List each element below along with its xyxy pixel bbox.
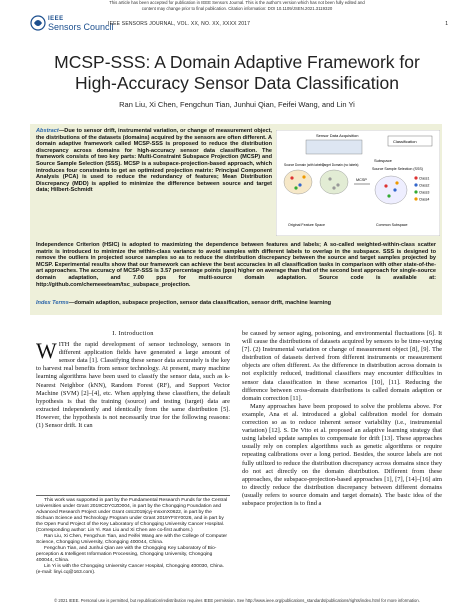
svg-text:Class3: Class3 <box>419 190 430 195</box>
fig-common-subspace-area <box>375 176 407 204</box>
section-heading-introduction: I. Introduction <box>112 330 154 337</box>
footnote-affiliation-1: Ran Liu, Xi Chen, Fengchun Tian, and Feifei Wang are with the College of Computer Science, Chongqing University, Chongqing 400044, China. <box>36 534 228 545</box>
ieee-logo-icon <box>30 15 46 31</box>
fig-label-target: Target Domain (no labels) <box>322 163 359 167</box>
fig-point <box>332 186 335 189</box>
title-line-1: MCSP-SSS: A Domain Adaptive Framework for <box>54 52 420 72</box>
title-line-2: High-Accuracy Sensor Data Classification <box>75 73 399 93</box>
paper-title <box>20 52 454 94</box>
fig-point <box>387 194 390 197</box>
page-number: 1 <box>445 21 448 27</box>
svg-text:Class2: Class2 <box>419 183 430 188</box>
abstract-text-bottom: Independence Criterion (HSIC) is adopted to maximizing the dependence between features and labels; A so-called weighted-within-class scatter matrix is introduced to minimize the within-class variance to avoid samples with different labels to overlap in the subspace. SSS is designed to remove the outliers in projected source samples so as to reduce the distribution discrepancy between the source and target samples projected by MCSP. Experimental results show that our framework can achieve the best accuracies in all classification tasks in comparison with other state-of-the-art approaches. The accuracy of MCSP-SSS is 3.57 percentage points (pps) higher on average than that of the second best approach for single-source domain adaptation, and 7.00 pps for multi-source domain adaptation. Source code is available at: http://github.com/chemeeeteam/tsc_subspace_projection. <box>36 242 436 288</box>
fig-point <box>298 183 301 186</box>
fig-point <box>384 184 387 187</box>
framework-figure <box>276 130 440 236</box>
svg-text:Class4: Class4 <box>419 197 430 202</box>
logo-council-text: Sensors Council <box>48 22 114 32</box>
footnote-affiliation-2: Fengchun Tian, and Junhui Qian are with the Chongqing Key Laboratory of Bio-perception & Intelligent Information Processing, Chongqing University, Chongqing 400044, China. <box>36 546 217 563</box>
copyright-footer: © 2021 IEEE. Personal use is permitted, but republication/redistribution requires IEEE permission. See http://www.ieee.org/publications_standards/publications/rights/index.html for more information. <box>54 598 420 603</box>
notice-line-2: content may change prior to final publication. Citation information: DOI 10.1109/JSEN.2021.3119320 <box>141 6 333 11</box>
ieee-sensors-council-logo <box>30 13 114 37</box>
fig-label-original-space: Original Feature Space <box>288 223 325 227</box>
index-terms-text: —domain adaption, subspace projection, sensor data classification, sensor drift, machine learning <box>68 300 332 306</box>
drop-cap: W <box>36 338 57 364</box>
fig-label-mcsp: MCSP <box>356 178 367 182</box>
fig-point <box>328 177 331 180</box>
abstract-lead: Abstract <box>36 128 59 134</box>
fig-label-source: Source Domain (with labels) <box>284 163 324 167</box>
index-terms <box>36 300 436 306</box>
notice-line-1: This article has been accepted for publication in IEEE Sensors Journal. This is the author's version which has not been fully edited and <box>109 0 365 5</box>
right-column <box>242 330 442 508</box>
intro-paragraph-1-text: ITH the rapid development of sensor technology, sensors in different application fields have generated a large amount of sensor data [1]. Classifying these sensor data accurately is the key to harvest real benefits from sensor technology. At present, many machine learning algorithms have been used to classify the sensor data, such as k-Nearest Neighbor (kNN), Random Forest (RF), and Support Vector Machine (SVM) [2]–[4], etc. When applying these classifiers, the default hypothesis is that the training (source) and testing (target) data are extracted independently and identically from the same distribution [5]. However, the hypothesis is not necessarily true for the following reasons: (1) Sensor drift. It can <box>36 341 230 430</box>
index-terms-lead: Index Terms <box>36 300 69 306</box>
fig-label-subspace: Subspace <box>374 158 392 163</box>
fig-label-common-subspace: Common Subspace <box>376 223 408 227</box>
right-paragraph-2: Many approaches have been proposed to solve the problems above. For example, Ana et al. introduced a global calibration model for domain correction so as to reduce inherent sensor variability (i.e., instrumental variation) [12]. S. De Vito et al. proposed an adaptive learning strategy that using labeled update samples to compensate for drift [13]. These approaches usually rely on complex algorithms such as genetic algorithms or require repeating calibrations over a long period. Besides, the source labels are not fully utilized to reduce the distribution discrepancy across domains since they do not act directly on the domain distribution. Different from these approaches, the subspace-projection-based approaches [1], [7], [14]–[16] aim to directly reduce the distribution discrepancy between different domains (usually refers to source domain and target domain). The basic idea of the subspace projection is to find a <box>242 402 442 507</box>
fig-point <box>302 175 305 178</box>
fig-label-sss: Source Sample Selection (SSS) <box>372 167 423 171</box>
fig-source-domain <box>284 170 312 194</box>
right-paragraph-1: be caused by sensor aging, poisoning, and environmental fluctuations [6]. It will cause the distributions of datasets acquired by sensors to be time-varying [7]. (2) Instrumental variation or change of measurement object [8], [9]. The distribution of datasets derived from different instruments or measurement objects are often different. As the difference in distribution across domain is not explicitly reduced, traditional classifiers may encounter difficulties in sensor data classification in these scenarios [10], [11]. Reducing the difference between cross-domain distributions is called domain adaption or domain correction [11]. <box>242 330 442 402</box>
fig-point <box>393 188 396 191</box>
fig-sensor-array <box>306 140 362 154</box>
abstract-text-top: —Due to sensor drift, instrumental variation, or change of measurement object, the distributions of the datasets (domains) acquired by the sensors are often different. A domain adaptive framework called MCSP-SSS is proposed to reduce the distribution discrepancy across domains for high-accuracy sensor data classification. The framework consists of two key parts: Multi-Constraint Subspace Projection (MCSP) and Source Sample Selection (SSS). MCSP is a subspace-projection-based approach, which introduces four constraints to get an optimized projection matrix: Principal Component Analysis (PCA) is used to reduce the redundancy of features; Mean Distribution Discrepancy (MDD) is applied to minimize the difference between source and target data; Hilbert-Schmidt <box>36 128 272 194</box>
journal-running-head: IEEE SENSORS JOURNAL, VOL. XX, NO. XX, XXXX 2017 <box>108 21 251 27</box>
author-list: Ran Liu, Xi Chen, Fengchun Tian, Junhui Qian, Feifei Wang, and Lin Yi <box>119 100 355 109</box>
fig-point <box>336 183 339 186</box>
page-header <box>30 13 448 37</box>
fig-point <box>290 176 293 179</box>
fig-target-domain <box>320 170 348 194</box>
fig-label-classification: Classification <box>393 139 417 144</box>
footnote-affiliation-3: Lin Yi is with the Chongqing University Cancer Hospital, Chongqing 400030, China. (e-mail: linyi.cq@163.com). <box>36 564 224 575</box>
fig-point <box>294 186 297 189</box>
left-column <box>36 330 230 430</box>
logo-ieee-text: IEEE <box>48 16 64 22</box>
intro-paragraph-1 <box>36 338 230 430</box>
svg-text:Class1: Class1 <box>419 176 430 181</box>
footnote-funding: This work was supported in part by the Fundamental Research Funds for the Central Universities under Grant 2019CDYGZD004, in part by the Chongqing Foundation and Advanced Research Project under Grant cstc2019jcyj-msxmX0622, in part by the Sichuan Science and Technology Program under Grant 2019YFSY0026, and in part by the Open Fund Project of the Key Laboratory of Chongqing University Cancer Hospital. (Corresponding author: Lin Yi. Ran Liu and Xi Chen are co-first authors.) <box>36 498 228 533</box>
footnotes <box>36 498 230 576</box>
publication-notice <box>0 0 474 12</box>
fig-label-data-acquisition: Sensor Data Acquisition <box>316 133 359 138</box>
fig-point <box>395 181 398 184</box>
footnote-rule <box>36 495 230 496</box>
